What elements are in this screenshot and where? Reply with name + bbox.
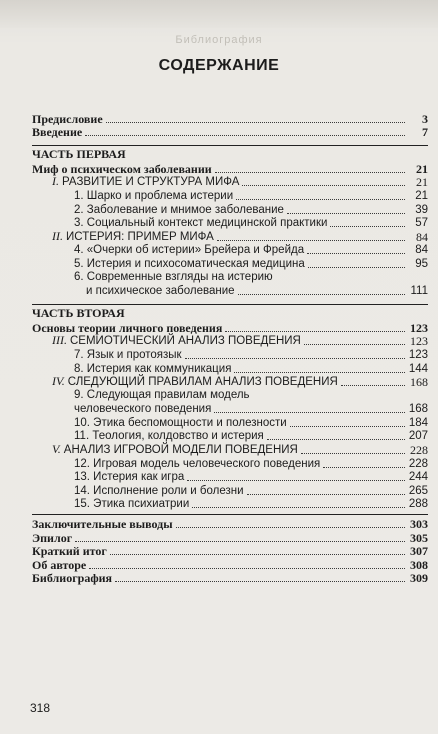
toc-entry-about-author: Об авторе 308	[32, 557, 428, 572]
toc-entry-conclusions: Заключительные выводы 303	[32, 517, 428, 532]
toc-item: 3. Социальный контекст медицинской практики 57	[74, 217, 428, 230]
divider	[32, 514, 428, 515]
toc-item: человеческого поведения 168	[74, 403, 428, 416]
toc-item: 12. Игровая модель человеческого поведения 228	[74, 457, 428, 470]
toc-item: 1. Шарко и проблема истерии 21	[74, 189, 428, 202]
toc-item: 11. Теология, колдовство и истерия 207	[74, 430, 428, 443]
toc-entry-bibliography: Библиография 309	[32, 571, 428, 586]
toc-item: 8. Истерия как коммуникация 144	[74, 362, 428, 375]
toc-section-part-two: Основы теории личного поведения 123	[32, 320, 428, 335]
toc-item: 4. «Очерки об истерии» Брейера и Фрейда 84	[74, 244, 428, 257]
toc-item-line1: 9. Следующая правилам модель	[74, 389, 250, 402]
toc-chapter-4: IV. СЛЕДУЮЩИЙ ПРАВИЛАМ АНАЛИЗ ПОВЕДЕНИЯ 168	[52, 374, 428, 390]
toc-chapter-1: I. РАЗВИТИЕ И СТРУКТУРА МИФА 21	[52, 174, 428, 190]
page-top-shadow	[0, 0, 438, 28]
toc-item: 15. Этика психиатрии 288	[74, 498, 428, 511]
toc-item: и психическое заболевание 111	[86, 285, 428, 298]
toc-entry-preface: Предисловие 3	[32, 111, 428, 126]
toc-chapter-2: II. ИСТЕРИЯ: ПРИМЕР МИФА 84	[52, 228, 428, 244]
part-two-label: ЧАСТЬ ВТОРАЯ	[32, 306, 125, 321]
toc-item: 2. Заболевание и мнимое заболевание 39	[74, 203, 428, 216]
toc-item: 7. Язык и протоязык 123	[74, 348, 428, 361]
bleed-through-header: Библиография	[175, 34, 263, 46]
toc-entry-introduction: Введение 7	[32, 125, 428, 140]
toc-item: 14. Исполнение роли и болезни 265	[74, 484, 428, 497]
toc-entry-epilogue: Эпилог 305	[32, 530, 428, 545]
toc-section-part-one: Миф о психическом заболевании 21	[32, 161, 428, 176]
toc-item: 10. Этика беспомощности и полезности 184	[74, 416, 428, 429]
page-number: 318	[30, 701, 51, 715]
contents-heading: СОДЕРЖАНИЕ	[158, 57, 280, 74]
toc-item: 5. Истерия и психосоматическая медицина 95	[74, 257, 428, 270]
divider	[32, 145, 428, 146]
part-one-label: ЧАСТЬ ПЕРВАЯ	[32, 147, 126, 162]
toc-entry-summary: Краткий итог 307	[32, 544, 428, 559]
toc-item: 13. Истерия как игра 244	[74, 471, 428, 484]
toc-item-line1: 6. Современные взгляды на истерию	[74, 270, 273, 283]
table-of-contents	[32, 112, 428, 585]
divider	[32, 304, 428, 305]
toc-chapter-3: III. СЕМИОТИЧЕСКИЙ АНАЛИЗ ПОВЕДЕНИЯ 123	[52, 333, 428, 349]
toc-chapter-5: V. АНАЛИЗ ИГРОВОЙ МОДЕЛИ ПОВЕДЕНИЯ 228	[52, 442, 428, 458]
